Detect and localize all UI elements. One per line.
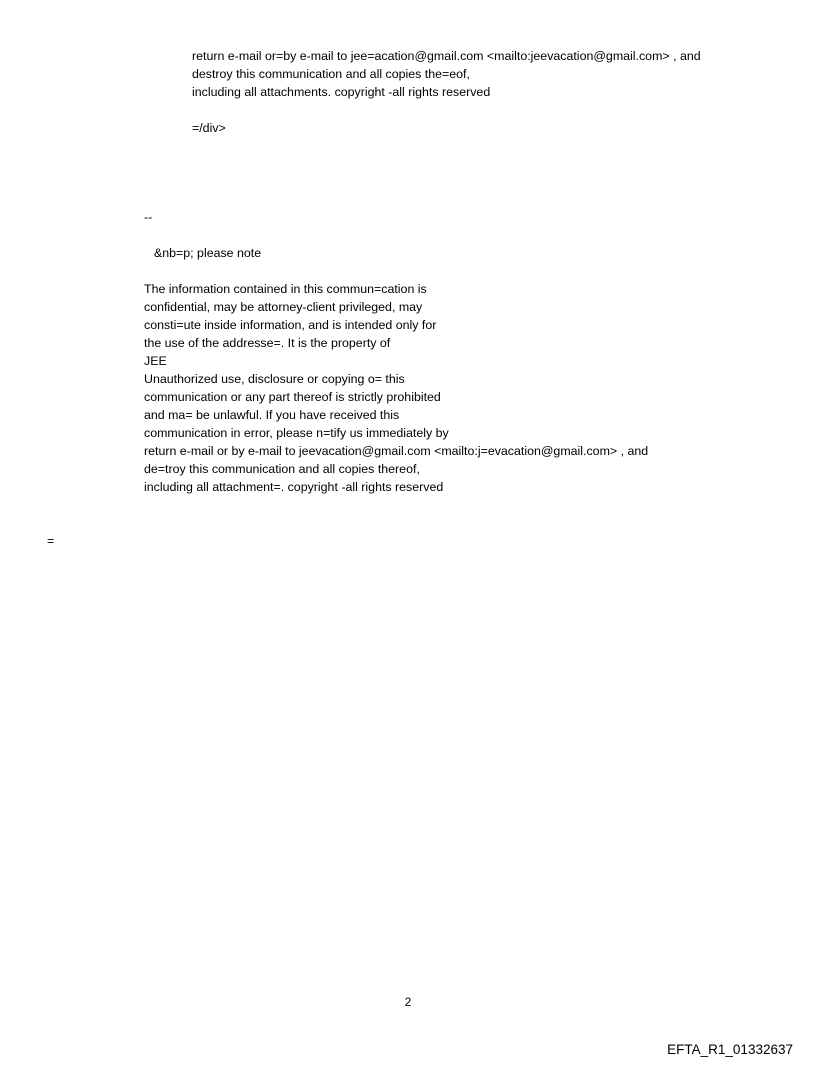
block-two-line-11: de=troy this communication and all copies thereof, (144, 462, 420, 476)
block-two-line-4: the use of the addresse=. It is the property of (144, 336, 391, 350)
block-two-line-3: consti=ute inside information, and is intended only for (144, 318, 437, 332)
block-two-line-8: and ma= be unlawful. If you have received this (144, 408, 400, 422)
block-two-line-1: The information contained in this commun=cation is (144, 282, 427, 296)
closing-div-tag: =/div> (192, 121, 226, 135)
page-number: 2 (404, 995, 412, 1009)
bates-number: EFTA_R1_01332637 (667, 1042, 793, 1057)
block-one-line-1: return e-mail or=by e-mail to jee=acation@gmail.com <mailto:jeevacation@gmail.com> , and (192, 49, 701, 63)
block-two-line-6: Unauthorized use, disclosure or copying o= this (144, 372, 405, 386)
block-two-line-7: communication or any part thereof is strictly prohibited (144, 390, 441, 404)
block-two-line-10: return e-mail or by e-mail to jeevacation@gmail.com <mailto:j=evacation@gmail.com> , and (144, 444, 649, 458)
block-two-line-12: including all attachment=. copyright -all rights reserved (144, 480, 444, 494)
please-note-heading: &nb=p; please note (154, 246, 262, 260)
block-one-line-2: destroy this communication and all copies the=eof, (192, 67, 470, 81)
trailing-equals-mark: = (47, 534, 55, 548)
block-two-line-2: confidential, may be attorney-client privileged, may (144, 300, 423, 314)
signature-separator: -- (144, 210, 153, 224)
block-two-line-5: JEE (144, 354, 167, 368)
block-one-line-3: including all attachments. copyright -all rights reserved (192, 85, 491, 99)
block-two-line-9: communication in error, please n=tify us immediately by (144, 426, 449, 440)
